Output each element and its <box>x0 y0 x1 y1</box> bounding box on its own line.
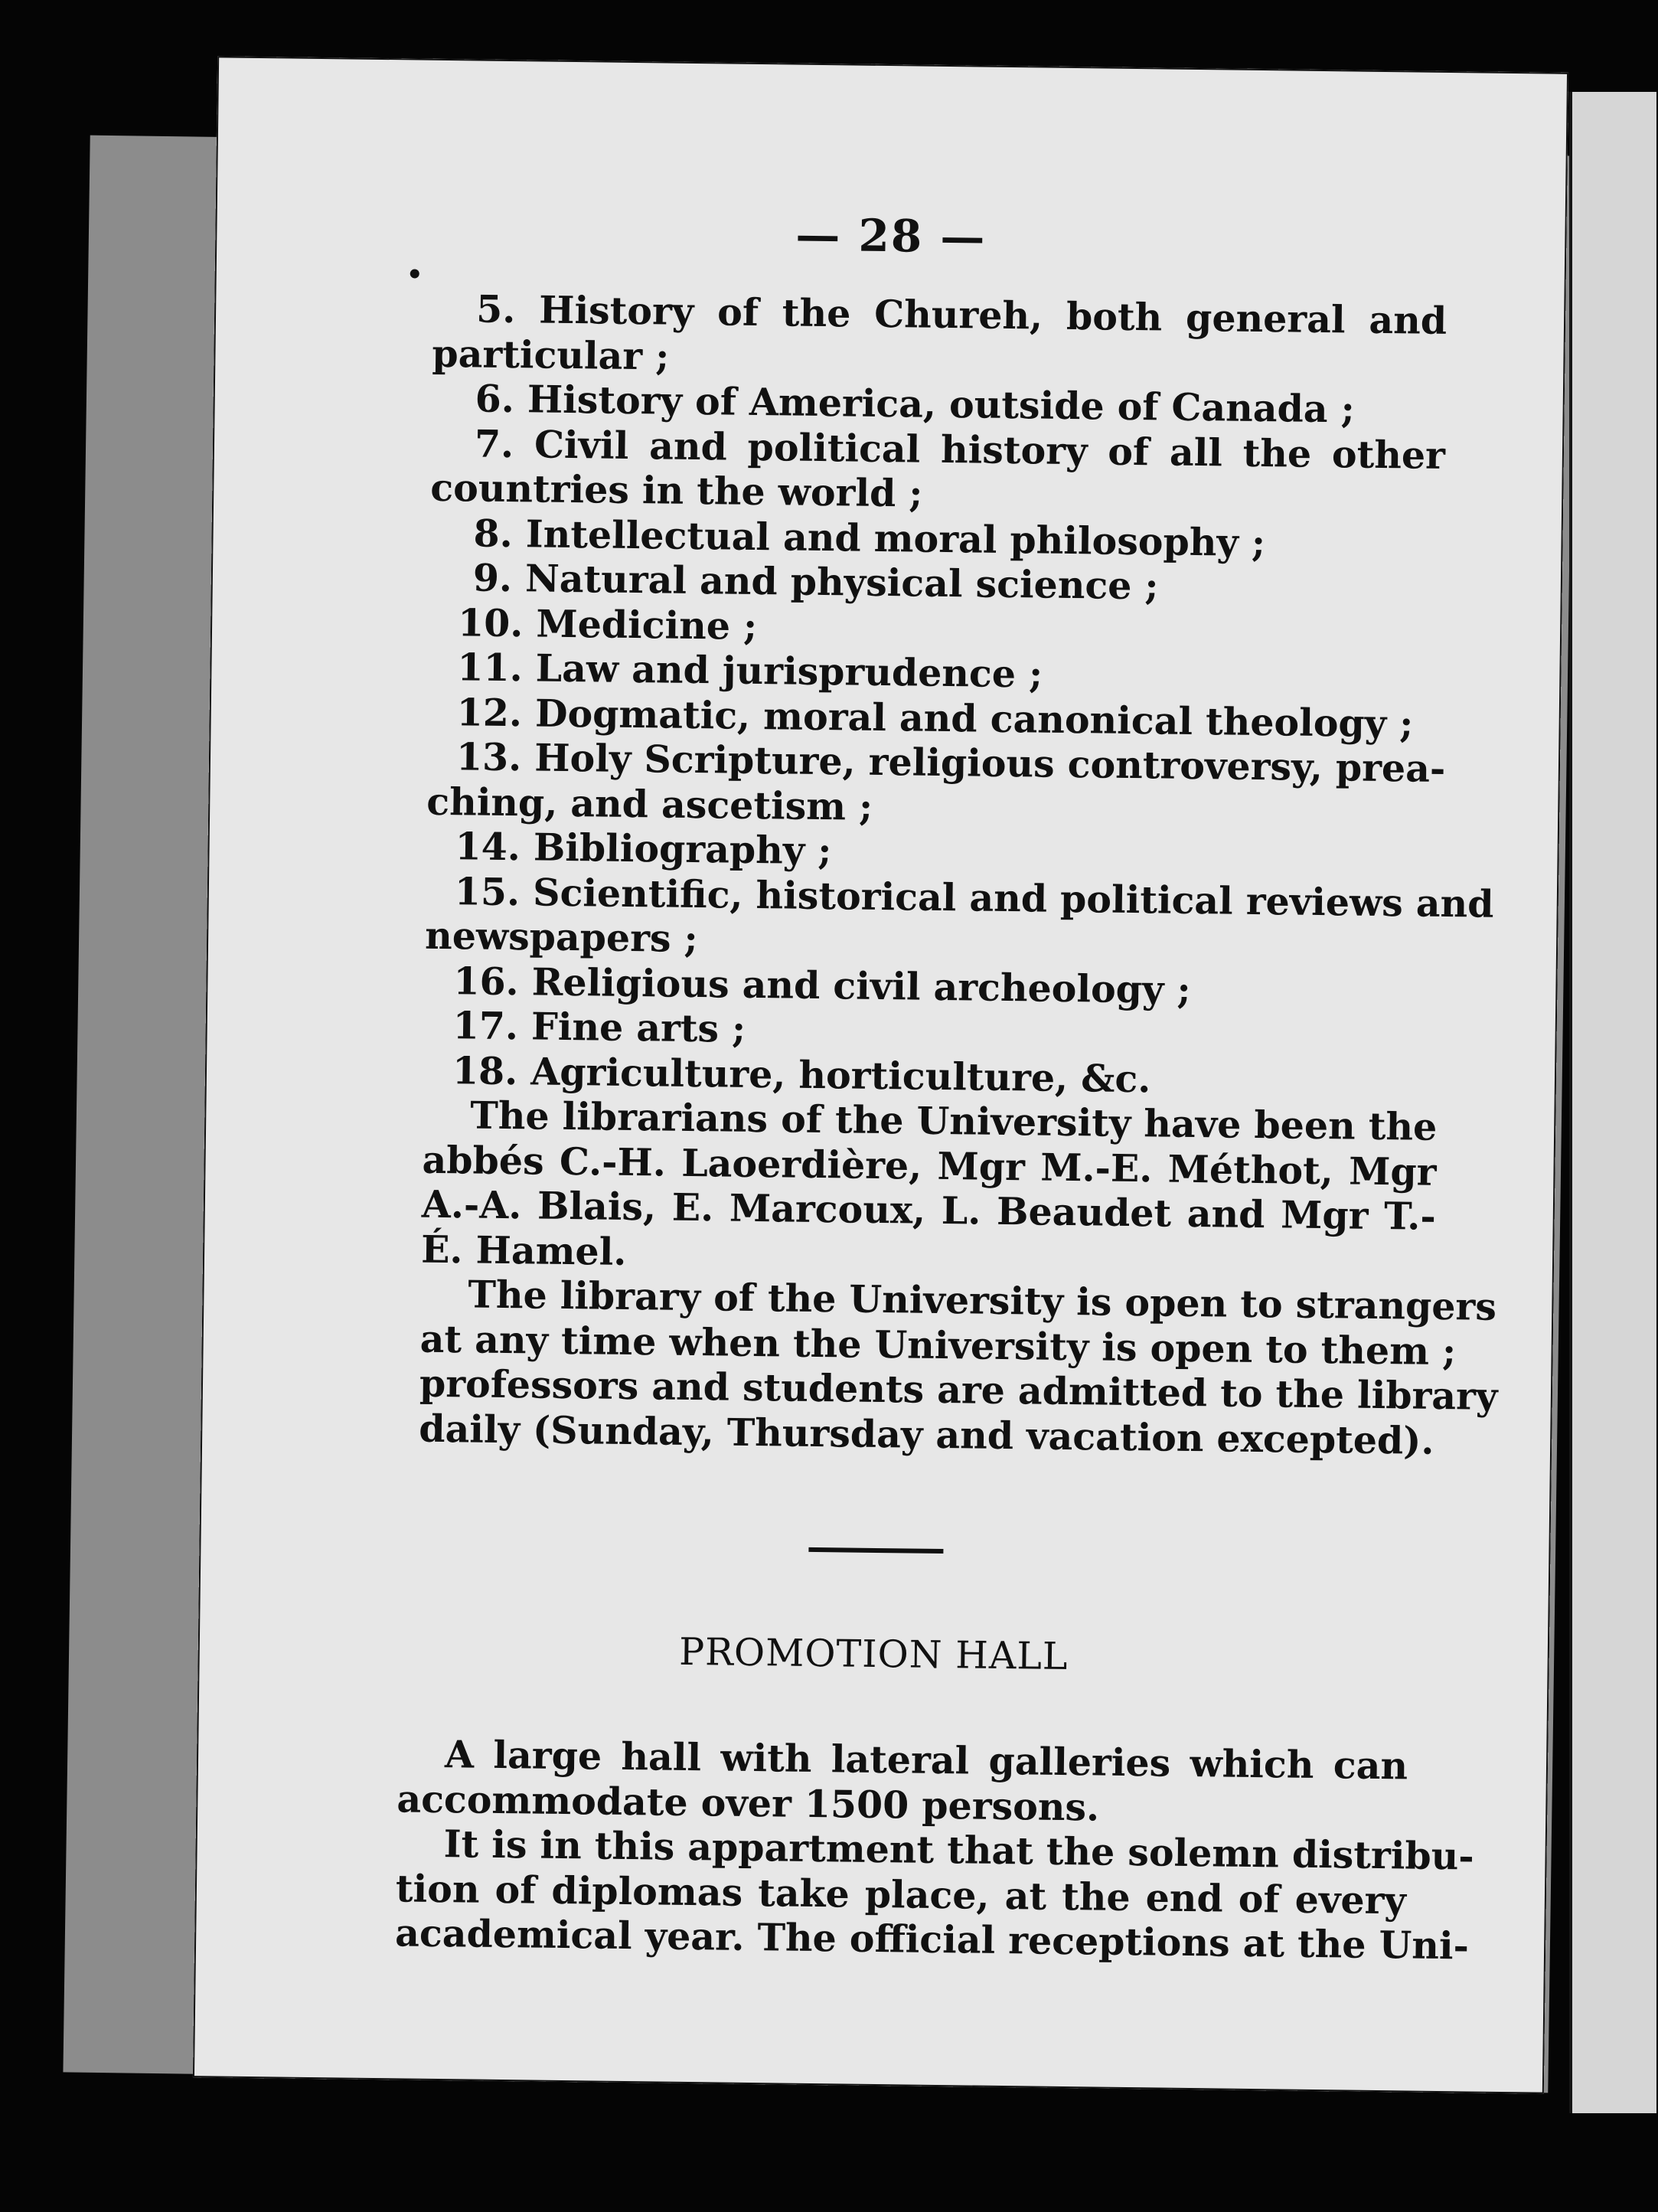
catalogue-line: 8. Intellectual and moral philosophy ; <box>473 510 1266 565</box>
catalogue-line: 9. Natural and physical science ; <box>472 555 1159 609</box>
catalogue-line: 5. History of the Chureh, both general and <box>475 286 1447 343</box>
catalogue-line: 6. History of America, outside of Canada ; <box>475 376 1356 432</box>
page-number: — 28 — <box>795 208 987 263</box>
catalogue-line: countries in the world ; <box>429 465 923 516</box>
promotion-line: A large hall with lateral galleries which can <box>444 1732 1408 1789</box>
catalogue-line: 14. Bibliography ; <box>455 824 832 874</box>
library-access-line: The library of the University is open to strangers <box>468 1272 1497 1329</box>
catalogue-line: 16. Religious and civil archeology ; <box>453 958 1191 1012</box>
library-access-line: daily (Sunday, Thursday and vacation excepted). <box>418 1406 1434 1463</box>
catalogue-line: 11. Law and jurisprudence ; <box>457 645 1043 697</box>
promotion-hall-text <box>394 1731 1474 1969</box>
promotion-line: academical year. The official receptions at the Uni- <box>394 1910 1470 1969</box>
librarians-line: The librarians of the University have been the <box>469 1093 1438 1149</box>
catalogue-line: 13. Holy Scripture, religious controversy, prea- <box>455 734 1446 791</box>
promotion-hall-heading: PROMOTION HALL <box>678 1629 1069 1679</box>
catalogue-line: 7. Civil and political history of all the other <box>474 420 1446 478</box>
ink-speck <box>410 269 419 278</box>
library-access-line: at any time when the University is open to them ; <box>419 1316 1457 1374</box>
section-divider <box>808 1547 943 1554</box>
librarians-line: abbés C.-H. Laoerdière, Mgr M.-E. Méthot, Mgr <box>422 1137 1437 1194</box>
catalogue-line: 17. Fine arts ; <box>452 1003 746 1051</box>
scanned-book-page <box>193 56 1568 2093</box>
catalogue-line: 12. Dogmatic, moral and canonical theology ; <box>456 689 1414 746</box>
adjacent-page-edge <box>1569 92 1656 2113</box>
catalogue-line: newspapers ; <box>424 913 699 962</box>
librarians-line: É. Hamel. <box>420 1227 627 1274</box>
catalogue-line: 18. Agriculture, horticulture, &c. <box>452 1047 1151 1101</box>
catalogue-line: 10. Medicine ; <box>457 600 758 649</box>
promotion-line: It is in this appartment that the solemn distribu- <box>443 1822 1474 1879</box>
library-access-line: professors and students are admitted to the library <box>419 1361 1498 1419</box>
catalogue-line: ching, and ascetism ; <box>426 779 873 829</box>
catalogue-line: particular ; <box>432 331 670 379</box>
library-catalogue-text <box>418 286 1498 1463</box>
librarians-line: A.-A. Blais, E. Marcoux, L. Beaudet and Mgr T.- <box>421 1181 1437 1239</box>
promotion-line: tion of diplomas take place, at the end of every <box>395 1865 1407 1923</box>
catalogue-line: 15. Scientific, historical and political reviews and <box>454 868 1494 926</box>
promotion-line: accommodate over 1500 persons. <box>397 1776 1100 1830</box>
